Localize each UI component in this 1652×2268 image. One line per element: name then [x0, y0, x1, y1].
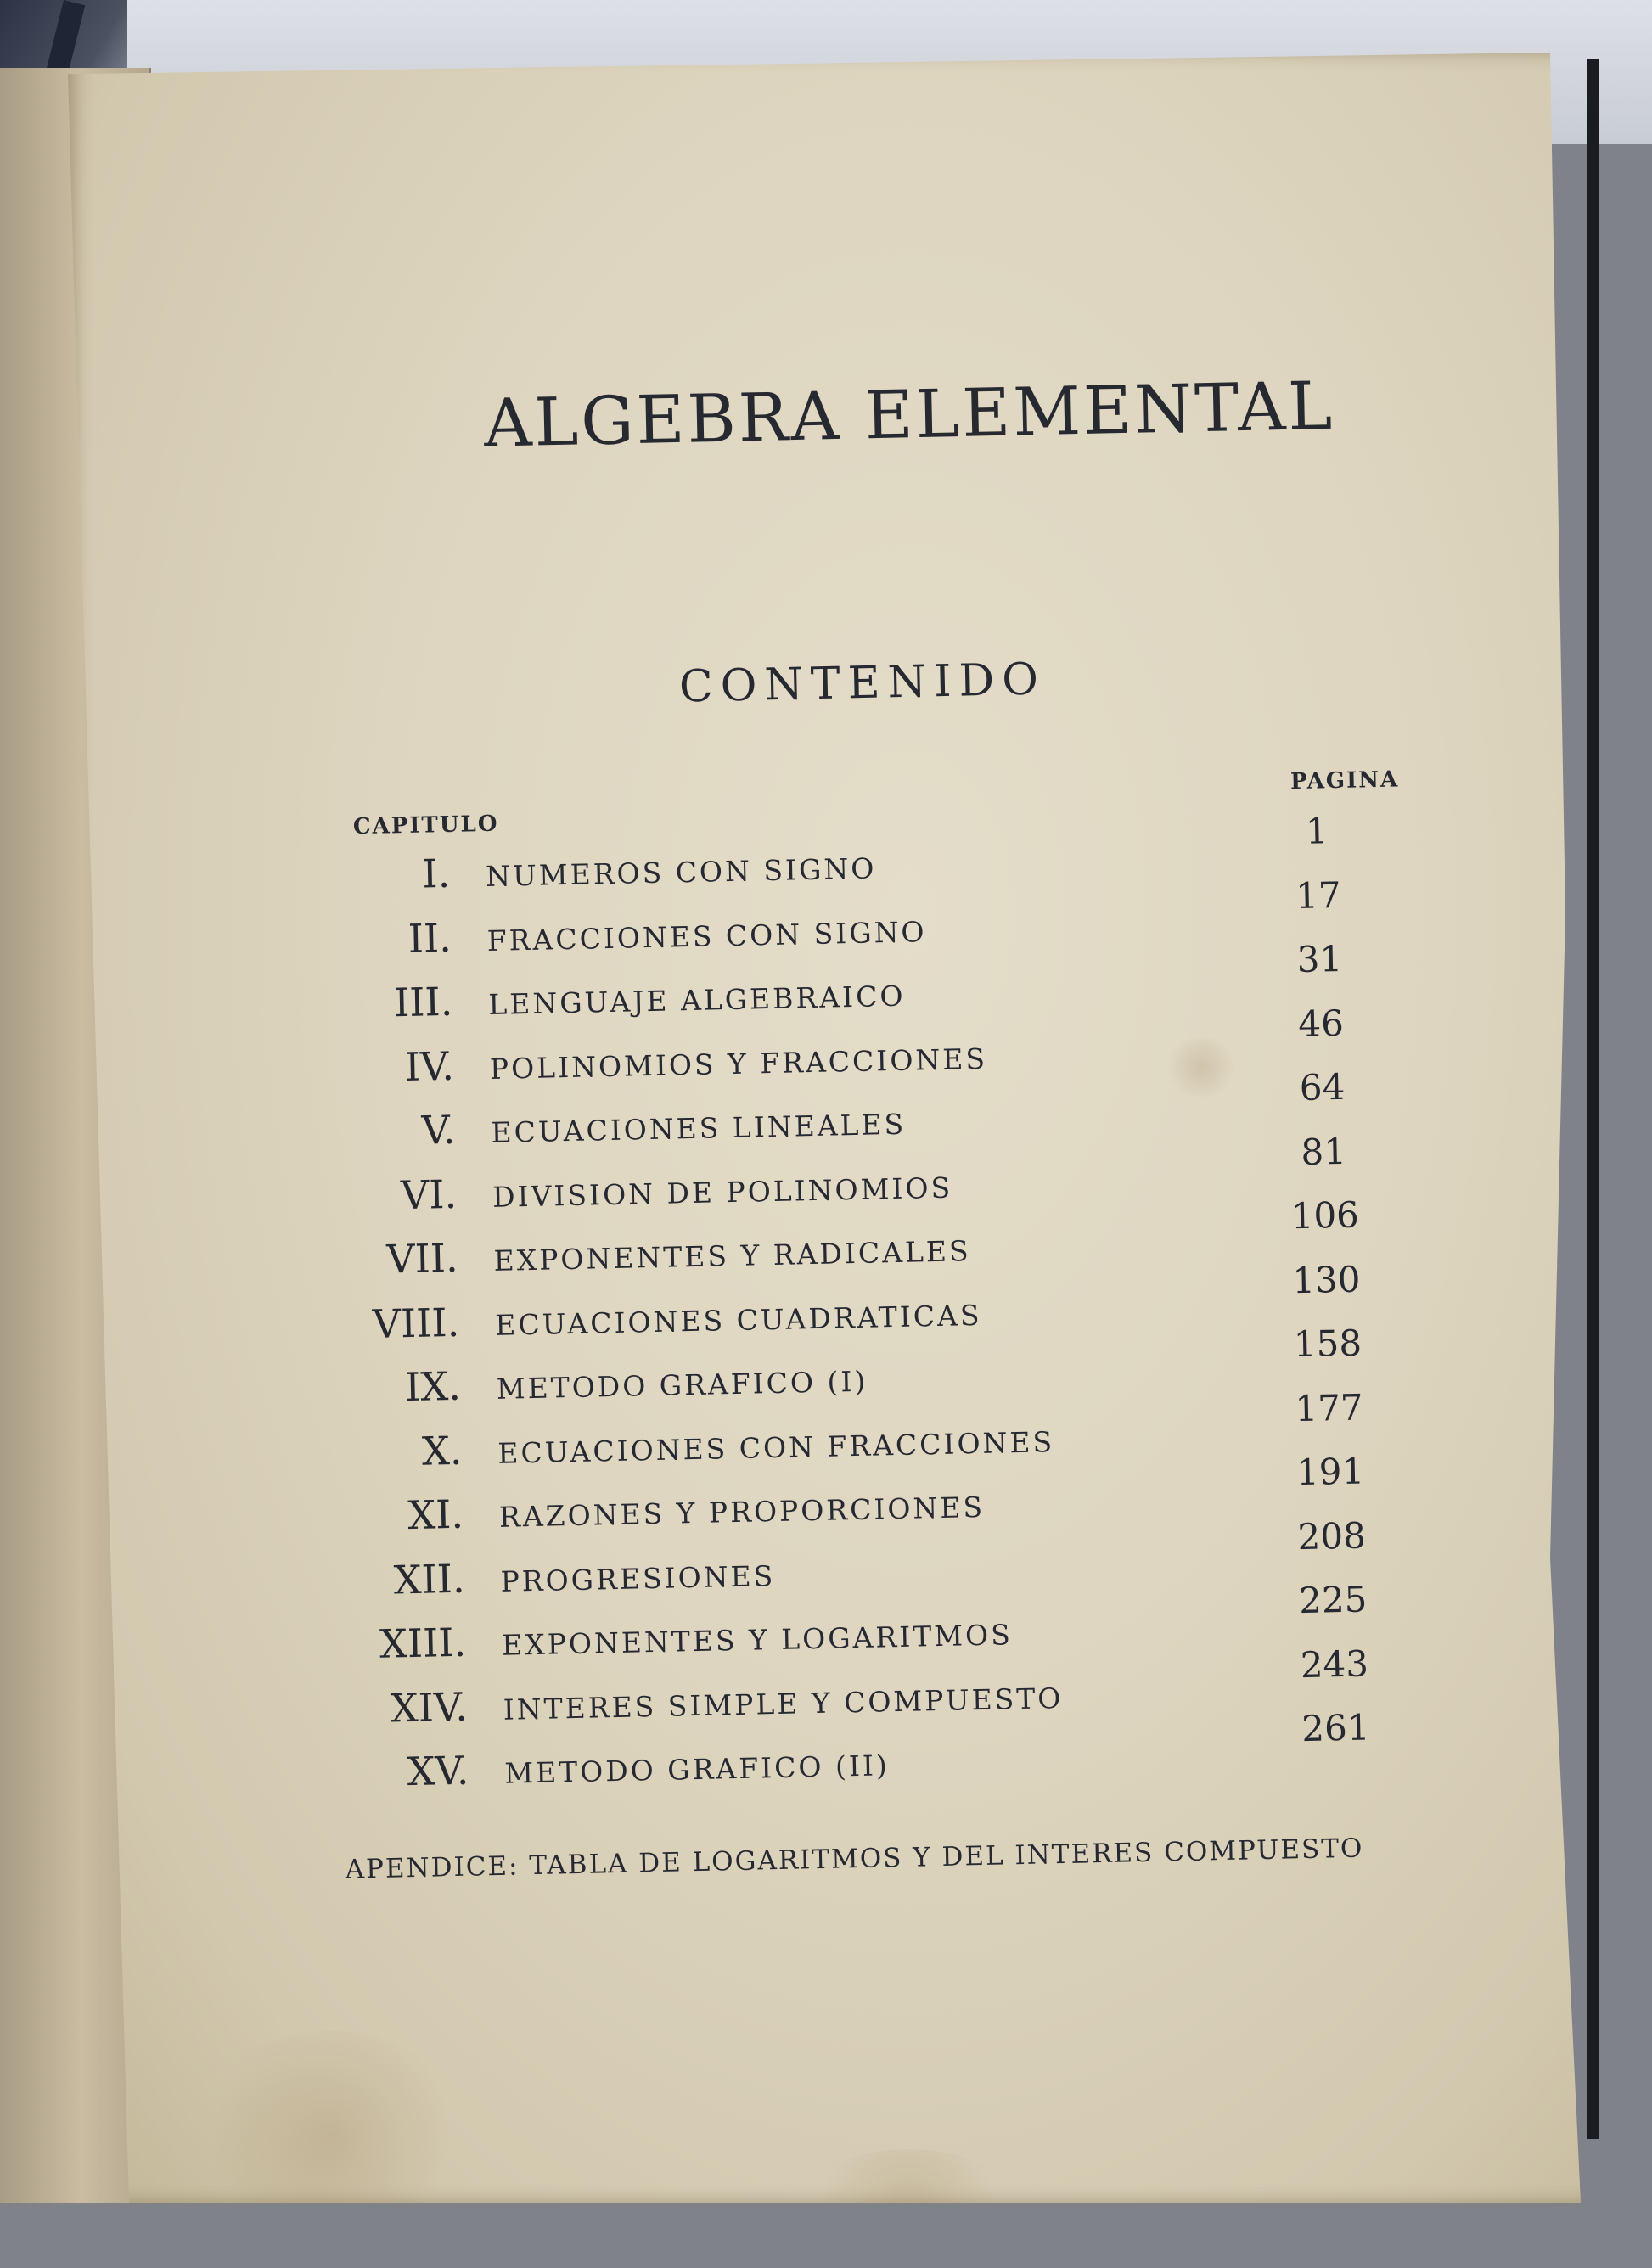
cover-edge [1587, 59, 1599, 2139]
chapter-page: 17 [1295, 873, 1342, 917]
chapter-title: ECUACIONES LINEALES [491, 1107, 907, 1149]
chapter-title: RAZONES Y PROPORCIONES [498, 1490, 986, 1534]
chapter-title: FRACCIONES CON SIGNO [486, 914, 927, 957]
chapter-page: 1 [1305, 810, 1329, 852]
chapter-title: INTERES SIMPLE Y COMPUESTO [503, 1681, 1064, 1726]
chapter-number: X. [421, 1427, 463, 1474]
chapter-page: 130 [1291, 1258, 1361, 1301]
chapter-title: LENGUAJE ALGEBRAICO [487, 979, 906, 1021]
book-title: ALGEBRA ELEMENTAL [483, 368, 1335, 463]
chapter-title: NUMEROS CON SIGNO [485, 851, 877, 893]
chapter-title: ECUACIONES CON FRACCIONES [497, 1424, 1055, 1470]
chapter-page: 81 [1300, 1130, 1347, 1173]
chapter-page: 261 [1301, 1706, 1371, 1750]
chapter-page: 46 [1297, 1002, 1345, 1045]
chapter-number: XIV. [390, 1683, 469, 1732]
chapter-page: 106 [1290, 1193, 1360, 1238]
chapter-title: EXPONENTES Y RADICALES [493, 1234, 971, 1277]
chapter-page: 208 [1297, 1513, 1367, 1558]
chapter-number: III. [393, 978, 453, 1026]
chapter-title: EXPONENTES Y LOGARITMOS [501, 1618, 1014, 1662]
chapter-title: DIVISION DE POLINOMIOS [492, 1170, 953, 1214]
paper-stain [195, 2030, 467, 2243]
chapter-number: XII. [393, 1555, 466, 1603]
chapter-page: 64 [1299, 1065, 1346, 1109]
chapter-page: 243 [1300, 1642, 1369, 1686]
paper-stain [798, 2149, 1019, 2268]
chapter-title: ECUACIONES CUADRATICAS [494, 1298, 982, 1342]
chapter-column-header: CAPITULO [352, 811, 499, 840]
chapter-title: METODO GRAFICO (II) [503, 1749, 891, 1790]
chapter-page: 225 [1298, 1578, 1368, 1622]
contents-heading: CONTENIDO [678, 654, 1047, 713]
chapter-page: 31 [1296, 937, 1343, 981]
chapter-number: XI. [407, 1490, 464, 1539]
chapter-page: 191 [1295, 1450, 1365, 1494]
chapter-title: POLINOMIOS Y FRACCIONES [489, 1041, 988, 1086]
chapter-number: IX. [404, 1362, 462, 1411]
chapter-number: IV. [404, 1042, 455, 1090]
chapter-number: VI. [400, 1170, 458, 1218]
chapter-number: VIII. [372, 1299, 460, 1347]
chapter-number: II. [407, 914, 452, 962]
chapter-number: V. [421, 1106, 456, 1154]
chapter-page: 177 [1294, 1385, 1364, 1429]
chapter-title: METODO GRAFICO (I) [496, 1364, 868, 1406]
chapter-title: PROGRESIONES [500, 1558, 776, 1598]
page-column-header: PAGINA [1290, 766, 1400, 795]
chapter-number: XIII. [379, 1619, 467, 1667]
chapter-number: VII. [385, 1234, 459, 1283]
table-of-contents [323, 766, 1475, 1893]
chapter-number: XV. [407, 1747, 469, 1795]
chapter-page: 158 [1293, 1322, 1363, 1366]
chapter-number: I. [421, 850, 451, 897]
appendix-line: APENDICE: TABLA DE LOGARITMOS Y DEL INTERES COMPUESTO [345, 1833, 1364, 1885]
